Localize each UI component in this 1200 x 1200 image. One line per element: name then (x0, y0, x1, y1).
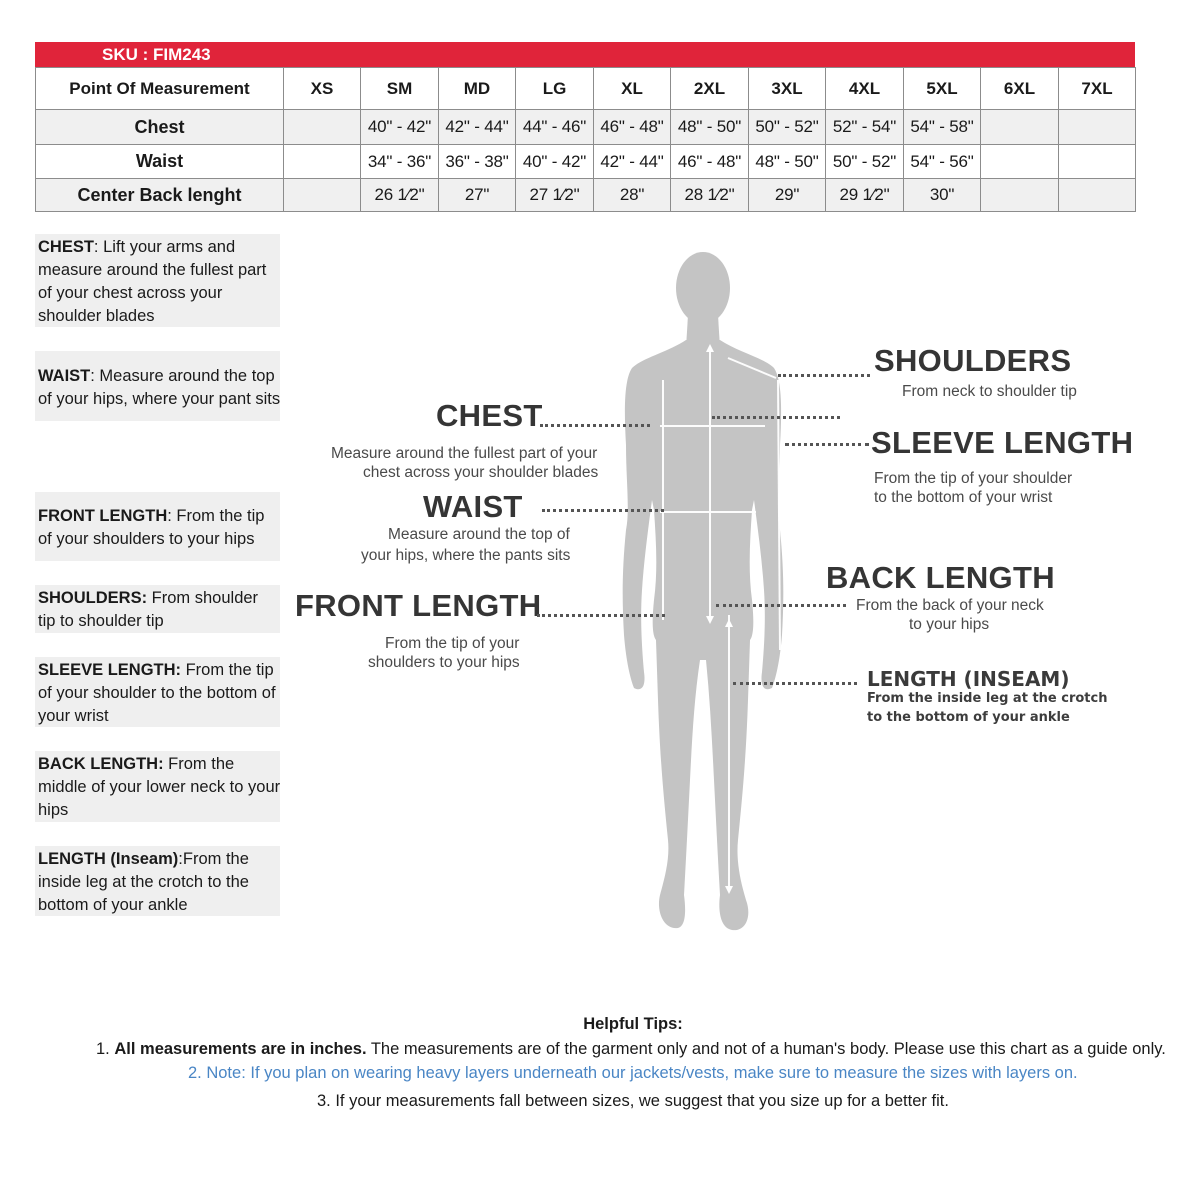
table-cell: 42" - 44" (594, 145, 671, 179)
front-length-desc-2: shoulders to your hips (368, 654, 520, 671)
shoulders-leader-line (778, 374, 870, 377)
size-table (35, 67, 1136, 212)
table-header-row (36, 68, 1136, 110)
header-size-5xl: 5XL (904, 68, 981, 110)
sleeve-length-desc-1: From the tip of your shoulder (874, 470, 1073, 487)
definition-text: shoulder blades (38, 307, 155, 325)
definition-text: inside leg at the crotch to the (38, 873, 249, 891)
definition-text: From the (182, 850, 249, 868)
waist-leader-line (542, 509, 664, 512)
table-cell: 42" - 44" (439, 110, 516, 145)
back-length-desc-2: to your hips (909, 616, 990, 633)
table-cell (284, 179, 361, 212)
tip-1-prefix: 1. (96, 1040, 115, 1058)
inseam-title: LENGTH (INSEAM) (867, 667, 1070, 691)
header-size-xl: XL (594, 68, 671, 110)
tip-1 (96, 1040, 1166, 1059)
table-cell: 40" - 42" (361, 110, 439, 145)
tip-2: 2. Note: If you plan on wearing heavy layers underneath our jackets/vests, make sure to measure the sizes with layers on. (188, 1064, 1078, 1082)
definition-back-length (35, 751, 280, 822)
definition-sep: : (93, 238, 99, 256)
sleeve-length-desc-2: to the bottom of your wrist (874, 489, 1053, 506)
definition-text: of your shoulders to your hips (38, 530, 255, 548)
definition-text: middle of your lower neck to your (38, 778, 280, 796)
table-cell: 46" - 48" (671, 145, 749, 179)
table-cell: 36" - 38" (439, 145, 516, 179)
definition-front-length (35, 492, 280, 561)
tips-heading: Helpful Tips: (583, 1015, 683, 1033)
definition-inseam (35, 846, 280, 916)
inseam-leader-line (733, 682, 857, 685)
table-cell: 34" - 36" (361, 145, 439, 179)
chest-leader-line (540, 424, 650, 427)
definition-text: of your chest across your (38, 284, 223, 302)
waist-desc-2: your hips, where the pants sits (361, 547, 571, 564)
header-size-3xl: 3XL (749, 68, 826, 110)
sleeve-length-leader-line (785, 443, 869, 446)
chest-desc-1: Measure around the fullest part of your (331, 445, 598, 462)
table-cell: 50" - 52" (749, 110, 826, 145)
table-cell: 46" - 48" (594, 110, 671, 145)
waist-desc-1: Measure around the top of (388, 526, 570, 543)
table-cell: 44" - 46" (516, 110, 594, 145)
header-size-lg: LG (516, 68, 594, 110)
table-cell: 28" (594, 179, 671, 212)
table-cell: 29" (749, 179, 826, 212)
back-length-desc-1: From the back of your neck (856, 597, 1044, 614)
definition-waist (35, 351, 280, 421)
back-length-leader-line (716, 604, 846, 607)
definition-text: hips (38, 801, 69, 819)
definition-text: bottom of your ankle (38, 896, 188, 914)
table-cell: 54" - 56" (904, 145, 981, 179)
shoulders-title: SHOULDERS (874, 343, 1072, 378)
definition-sep: : (90, 367, 95, 385)
back-length-title: BACK LENGTH (826, 560, 1055, 595)
sku-header: SKU : FIM243 (35, 42, 1135, 67)
body-silhouette (560, 240, 820, 940)
definition-text: From the tip (171, 507, 265, 525)
sleeve-length-title: SLEEVE LENGTH (871, 425, 1134, 460)
table-cell (1059, 110, 1136, 145)
header-point-of-measurement: Point Of Measurement (36, 68, 284, 110)
header-size-6xl: 6XL (981, 68, 1059, 110)
inseam-desc-2: to the bottom of your ankle (867, 710, 1070, 725)
table-row-waist (36, 145, 1136, 179)
table-cell: 29 1⁄2" (826, 179, 904, 212)
front-length-desc-1: From the tip of your (385, 635, 520, 652)
table-cell: 40" - 42" (516, 145, 594, 179)
definition-sep: : (178, 850, 183, 868)
waist-title: WAIST (423, 489, 523, 524)
header-size-xs: XS (284, 68, 361, 110)
definition-term: BACK LENGTH: (38, 755, 164, 773)
chest-desc-2: chest across your shoulder blades (363, 464, 599, 481)
tip-1-bold: All measurements are in inches. (114, 1040, 367, 1058)
table-cell (981, 145, 1059, 179)
front-length-title: FRONT LENGTH (295, 588, 542, 623)
definition-sleeve-length (35, 657, 280, 727)
sleeve-to-chest-leader-line (712, 416, 840, 419)
table-cell: 52" - 54" (826, 110, 904, 145)
header-size-7xl: 7XL (1059, 68, 1136, 110)
chest-title: CHEST (436, 398, 543, 433)
table-cell: 26 1⁄2" (361, 179, 439, 212)
table-cell: 27" (439, 179, 516, 212)
table-cell (284, 110, 361, 145)
row-label: Center Back lenght (36, 179, 284, 212)
definition-shoulders (35, 585, 280, 633)
table-cell: 48" - 50" (671, 110, 749, 145)
table-cell: 27 1⁄2" (516, 179, 594, 212)
table-cell: 48" - 50" (749, 145, 826, 179)
header-size-sm: SM (361, 68, 439, 110)
table-row-center-back (36, 179, 1136, 212)
table-cell (981, 179, 1059, 212)
tip-1-rest: The measurements are of the garment only and not of a human's body. Please use this chart as a guide only. (366, 1040, 1166, 1058)
definition-text: tip to shoulder tip (38, 612, 164, 630)
table-cell: 28 1⁄2" (671, 179, 749, 212)
row-label: Chest (36, 110, 284, 145)
definition-text: Measure around the top (94, 367, 275, 385)
table-row-chest (36, 110, 1136, 145)
definition-term: SLEEVE LENGTH: (38, 661, 182, 679)
table-cell: 30" (904, 179, 981, 212)
definition-text: From shoulder (147, 589, 259, 607)
definition-chest (35, 234, 280, 327)
header-size-2xl: 2XL (671, 68, 749, 110)
table-cell (1059, 179, 1136, 212)
header-size-md: MD (439, 68, 516, 110)
table-cell (1059, 145, 1136, 179)
definition-sep: : (167, 507, 172, 525)
header-size-4xl: 4XL (826, 68, 904, 110)
shoulders-desc: From neck to shoulder tip (902, 383, 1077, 400)
definition-term: FRONT LENGTH (38, 507, 168, 525)
definition-term: WAIST (38, 367, 91, 385)
definition-text: From the tip (181, 661, 274, 679)
row-label: Waist (36, 145, 284, 179)
definition-text: From the (163, 755, 235, 773)
definition-text: your wrist (38, 707, 109, 725)
definition-term: CHEST (38, 238, 94, 256)
tip-3: 3. If your measurements fall between sizes, we suggest that you size up for a better fit. (317, 1092, 949, 1110)
definition-text: of your shoulder to the bottom of (38, 684, 276, 702)
table-cell: 54" - 58" (904, 110, 981, 145)
inseam-desc-1: From the inside leg at the crotch (867, 691, 1108, 706)
definition-text: measure around the fullest part (38, 261, 267, 279)
definition-term: SHOULDERS: (38, 589, 148, 607)
table-cell: 50" - 52" (826, 145, 904, 179)
definition-text: of your hips, where your pant sits (38, 390, 280, 408)
table-cell (981, 110, 1059, 145)
table-cell (284, 145, 361, 179)
definition-term: LENGTH (Inseam) (38, 850, 179, 868)
definition-text: Lift your arms and (98, 238, 236, 256)
front-length-leader-line (537, 614, 665, 617)
